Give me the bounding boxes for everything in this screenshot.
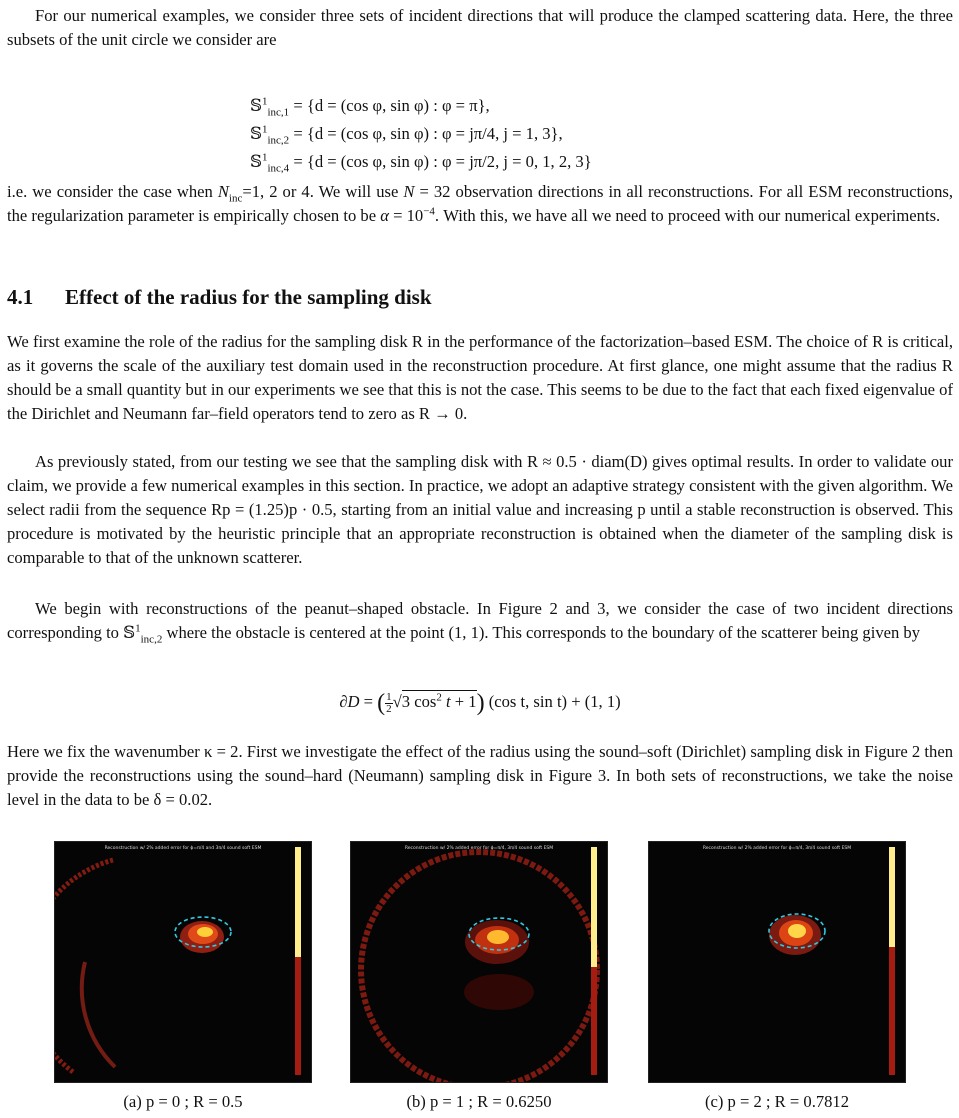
figure-a-caption: (a) p = 0 ; R = 0.5 [123,1092,243,1111]
paragraph-incident-directions: For our numerical examples, we consider three sets of incident directions that will produce the clamped scattering data. Here, the three subsets of the unit circle we consider are [7,6,953,49]
equation-inc-4: 𝕊$^1_{inc,4}$ = {d = (cos φ, sin φ) : φ = jπ/2, j = 0, 1, 2, 3} [250,151,592,175]
incident-direction-equations [250,92,592,176]
figure-b-caption: (b) p = 1 ; R = 0.6250 [406,1092,552,1111]
figure-c-inner-title: Reconstruction w/ 2% added error for ϕ=π/4, 3π/4 sound soft ESM [702,846,852,851]
paragraph-radius-role: We first examine the role of the radius for the sampling disk R in the performance of the factorization–based ESM. The choice of R is critical, as it governs the scale of the auxiliary test domain used in the reconstruction procedure. At first glance, one might assume that the radius R should be a small quantity but in our experiments we see that this is not the case. This seems to be due to the fact that each fixed eigenvalue of the Dirichlet and Neumann far–field operators tend to zero as R → 0. [7,332,953,423]
figure-c-reconstruction [648,841,906,1083]
figure-c-caption: (c) p = 2 ; R = 0.7812 [704,1092,850,1111]
boundary-equation: ∂D = ( $\frac{1}{2}$ √3 $\cos^2 t + 1$) (cos t, sin t) + (1, 1) [339,690,621,716]
figure-a-inner-title: Reconstruction w/ 2% added error for ϕ=π/4 and 3π/4 sound soft ESM [104,846,262,851]
paragraph-peanut-obstacle: We begin with reconstructions of the peanut–shaped obstacle. In Figure 2 and 3, we consider the case of two incident directions corresponding to 𝕊$^1_{inc,2}$ where the obstacle is centered at the point (1, 1). This corresponds to the boundary of the scatterer being given by [7,599,953,646]
paragraph-wavenumber: Here we fix the wavenumber κ = 2. First we investigate the effect of the radius using the sound–soft (Dirichlet) sampling disk in Figure 2 then provide the reconstructions using the sound–hard (Neumann) sampling disk in Figure 3. In both sets of reconstructions, we take the noise level in the data to be δ = 0.02. [7,742,953,809]
equation-inc-2: 𝕊$^1_{inc,2}$ = {d = (cos φ, sin φ) : φ = jπ/4, j = 1, 3}, [250,123,563,147]
figure-b-reconstruction [350,841,608,1083]
section-heading: 4.1 Effect of the radius for the sampling disk [7,285,432,309]
paragraph-adaptive-strategy: As previously stated, from our testing we see that the sampling disk with R ≈ 0.5 · diam(D) gives optimal results. In order to validate our claim, we provide a few numerical examples in this section. In practice, we adopt an adaptive strategy consistent with the given algorithm. We select radii from the sequence Rp = (1.25)p · 0.5, starting from an initial value and increasing p until a stable reconstruction is observed. This procedure is motivated by the heuristic principle that an appropriate reconstruction is obtained when the diameter of the sampling disk is comparable to that of the unknown scatterer. [7,452,953,567]
figure-a-reconstruction [54,841,312,1083]
paragraph-observation-directions: i.e. we consider the case when $N_{inc}=1$, 2 or 4. We will use N = 32 observation directions in all reconstructions. For all ESM reconstructions, the regularization parameter is empirically chosen to be $\alpha = 10^{-4}$. With this, we have all we need to proceed with our numerical experiments. [7,182,953,225]
figure-b-inner-title: Reconstruction w/ 2% added error for ϕ=π/4, 3π/4 sound soft ESM [404,846,554,851]
equation-inc-1: 𝕊$^1_{inc,1}$ = {d = (cos φ, sin φ) : φ = π}, [250,95,490,119]
